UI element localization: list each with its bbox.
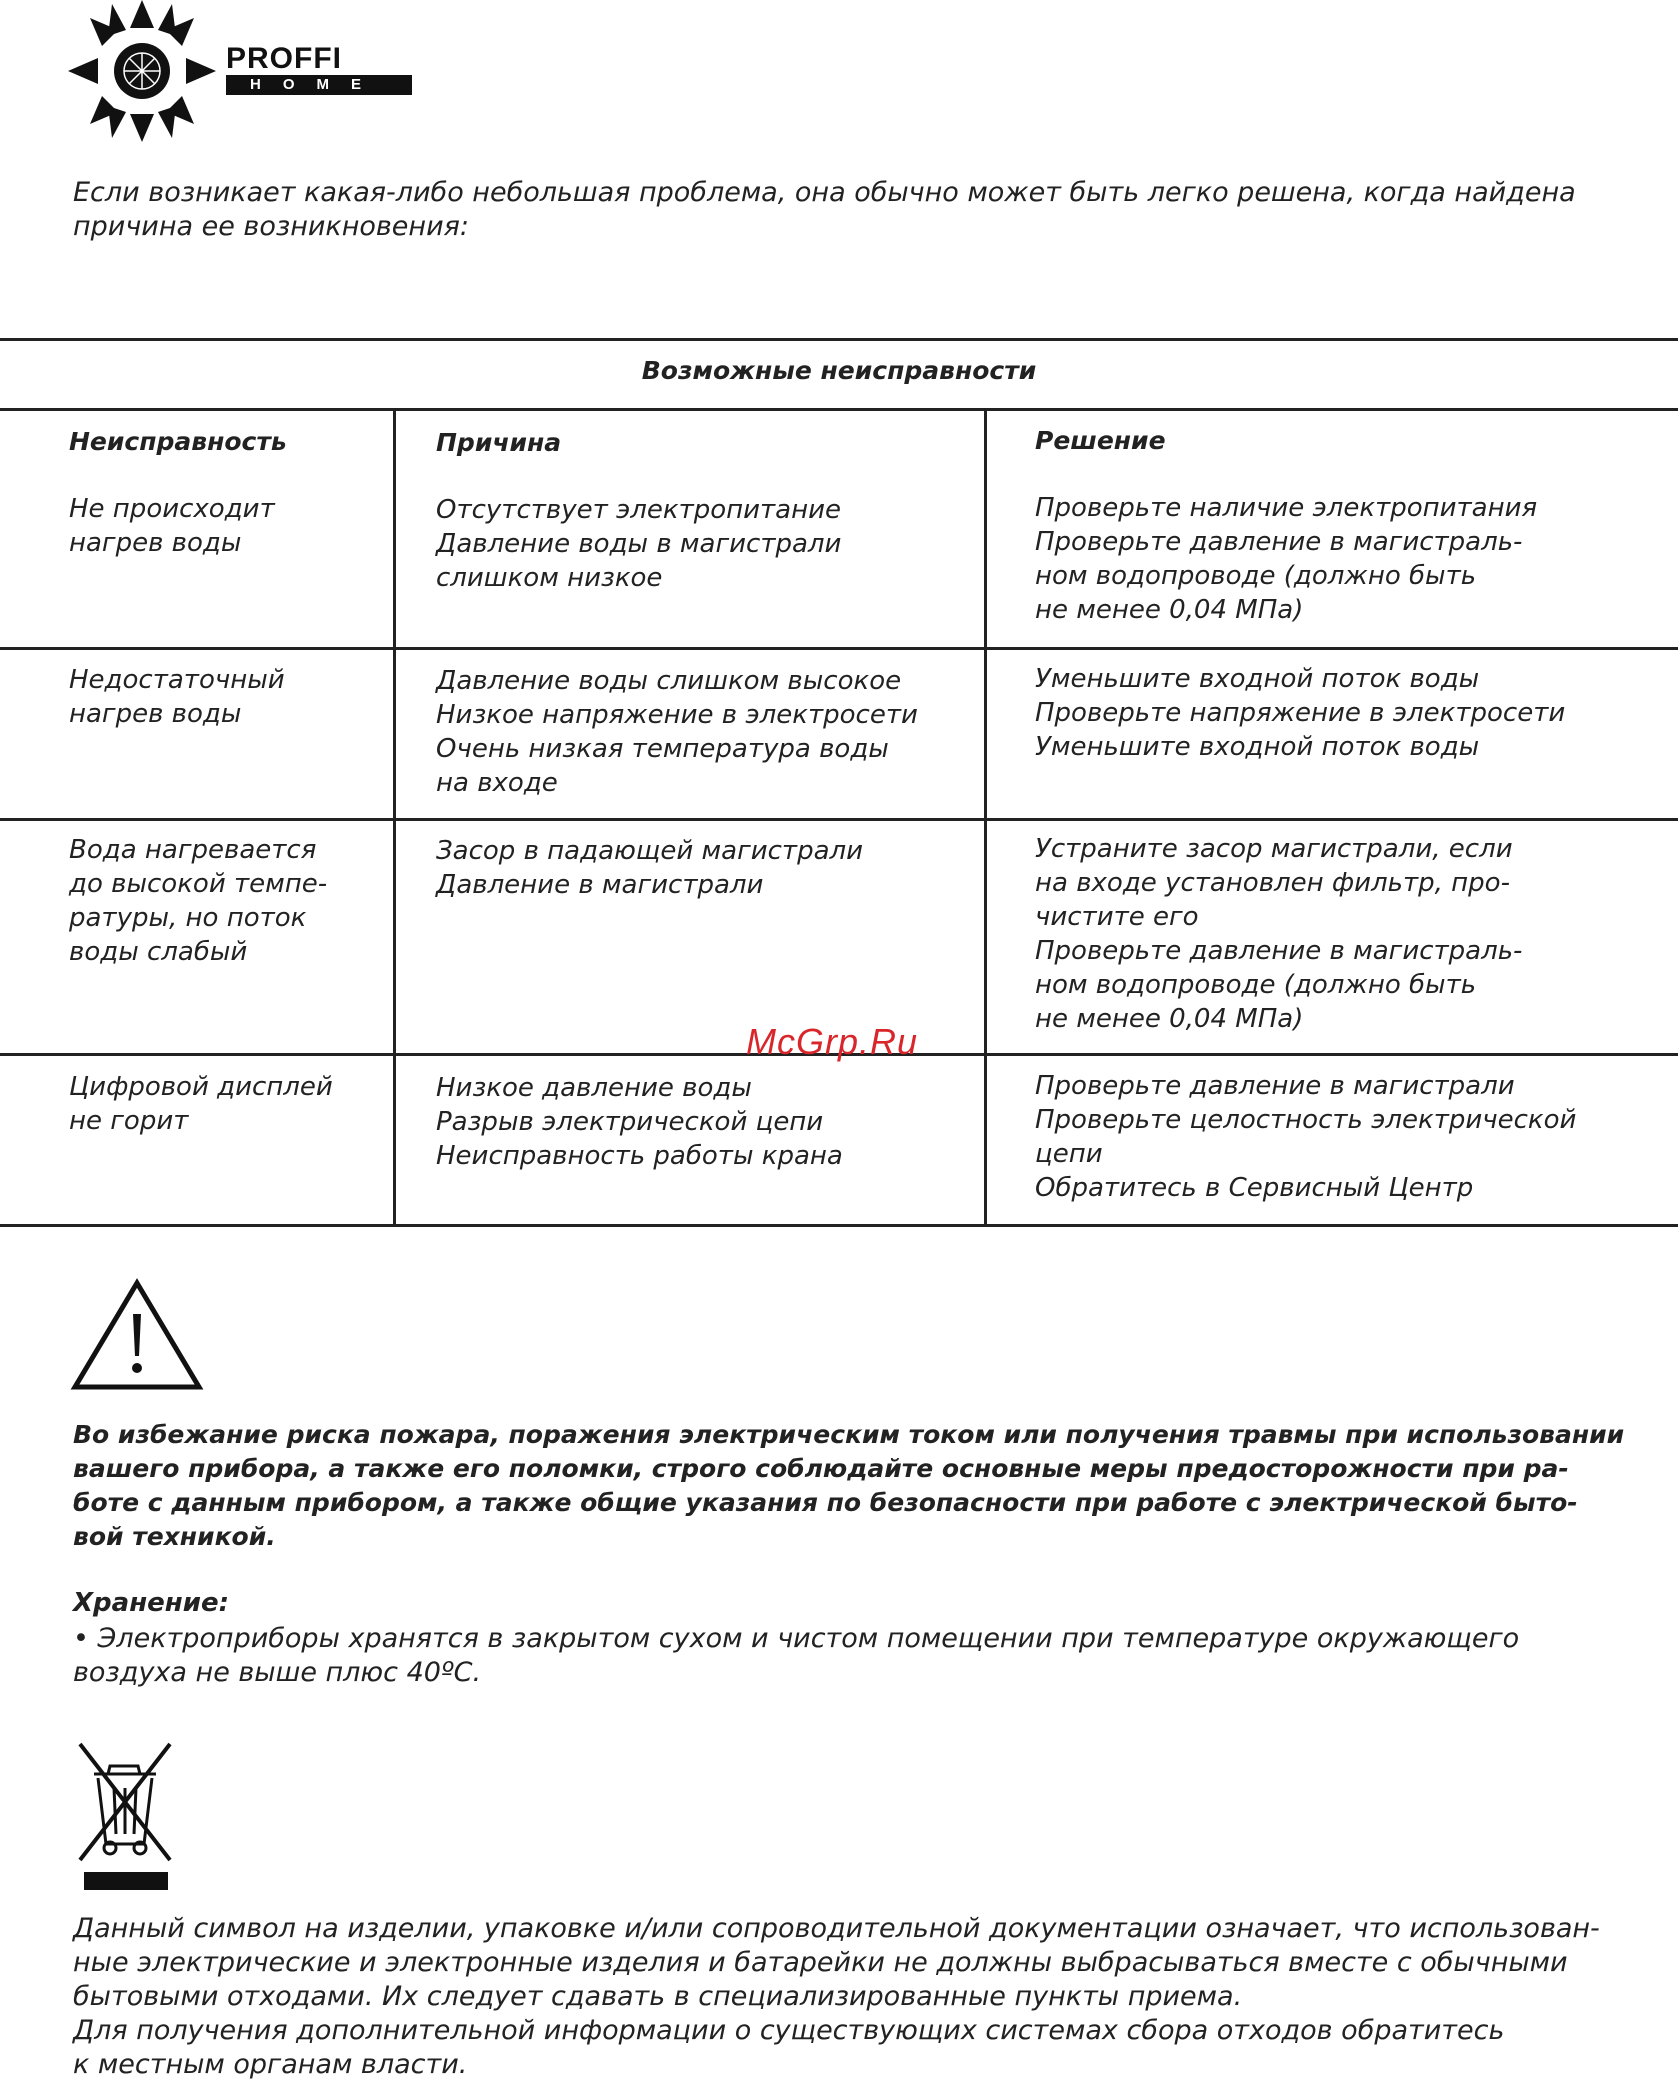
storage-text — [73, 1622, 1633, 1690]
snowflake-star-logo-icon — [68, 0, 216, 142]
cell-line: Уменьшите входной поток воды — [1035, 732, 1480, 762]
table-cell-solution — [1035, 662, 1565, 764]
table-rule — [0, 408, 1678, 411]
table-rule — [0, 1224, 1678, 1227]
cell-line: нагрев воды — [69, 699, 242, 729]
table-rule — [0, 647, 1678, 650]
table-cell-cause — [436, 834, 863, 902]
table-title: Возможные неисправности — [641, 356, 1037, 385]
cell-line: цепи — [1035, 1139, 1103, 1169]
warning-triangle-icon — [70, 1278, 204, 1392]
crossed-bin-icon — [72, 1740, 178, 1890]
cell-line: нагрев воды — [69, 528, 242, 558]
cell-line: Проверьте наличие электропитания — [1035, 493, 1538, 523]
cell-line: не менее 0,04 МПа) — [1035, 595, 1304, 625]
intro-line: причина ее возникновения: — [73, 211, 469, 242]
cell-line: Проверьте давление в магистрали — [1035, 1071, 1515, 1101]
cell-line: Цифровой дисплей — [69, 1072, 333, 1102]
cell-line: Устраните засор магистрали, если — [1035, 834, 1513, 864]
storage-line: воздуха не выше плюс 40ºС. — [73, 1657, 482, 1688]
cell-line: воды слабый — [69, 937, 248, 967]
intro-line: Если возникает какая-либо небольшая проблема, она обычно может быть легко решена, когда найдена — [73, 177, 1576, 208]
cell-line: Давление воды слишком высокое — [436, 666, 902, 696]
disposal-line: Данный символ на изделии, упаковке и/или сопроводительной документации означает, что использован- — [73, 1913, 1600, 1944]
table-cell-fault — [69, 663, 285, 731]
cell-line: не горит — [69, 1106, 189, 1136]
table-cell-solution — [1035, 832, 1522, 1036]
cell-line: на входе — [436, 768, 558, 798]
table-cell-solution — [1035, 1069, 1576, 1205]
cell-line: Неисправность работы крана — [436, 1141, 843, 1171]
warning-line: вашего прибора, а также его поломки, строго соблюдайте основные меры предосторожности при ра- — [73, 1454, 1569, 1483]
cell-line: Проверьте давление в магистраль- — [1035, 527, 1523, 557]
disposal-text — [73, 1912, 1653, 2082]
warning-line: боте с данным прибором, а также общие указания по безопасности при работе с электрической быто- — [73, 1488, 1578, 1517]
column-header-fault: Неисправность — [69, 427, 287, 456]
warning-line: вой техникой. — [73, 1522, 276, 1551]
cell-line: Уменьшите входной поток воды — [1035, 664, 1480, 694]
disposal-line: к местным органам власти. — [73, 2049, 468, 2080]
cell-line: Проверьте целостность электрической — [1035, 1105, 1577, 1135]
table-cell-fault — [69, 492, 275, 560]
cell-line: до высокой темпе- — [69, 869, 328, 899]
cell-line: Вода нагревается — [69, 835, 317, 865]
table-cell-fault — [69, 833, 327, 969]
safety-warning-text — [73, 1418, 1653, 1554]
cell-line: Давление воды в магистрали — [436, 529, 842, 559]
table-cell-solution — [1035, 491, 1537, 627]
cell-line: ратуры, но поток — [69, 903, 307, 933]
table-cell-cause — [436, 493, 841, 595]
cell-line: ном водопроводе (должно быть — [1035, 970, 1477, 1000]
cell-line: Не происходит — [69, 494, 275, 524]
intro-text — [73, 176, 1613, 244]
brand-name: PROFFI — [226, 42, 342, 75]
cell-line: Давление в магистрали — [436, 870, 764, 900]
cell-line: Очень низкая температура воды — [436, 734, 889, 764]
cell-line: Разрыв электрической цепи — [436, 1107, 824, 1137]
cell-line: Обратитесь в Сервисный Центр — [1035, 1173, 1474, 1203]
table-cell-fault — [69, 1070, 333, 1138]
cell-line: Отсутствует электропитание — [436, 495, 842, 525]
table-rule — [0, 338, 1678, 341]
warning-line: Во избежание риска пожара, поражения электрическим током или получения травмы при использовании — [73, 1420, 1625, 1449]
storage-heading: Хранение: — [73, 1588, 230, 1618]
cell-line: чистите его — [1035, 902, 1199, 932]
table-cell-cause — [436, 664, 918, 800]
cell-line: Засор в падающей магистрали — [436, 836, 864, 866]
table-column-divider — [393, 408, 396, 1227]
cell-line: ном водопроводе (должно быть — [1035, 561, 1477, 591]
column-header-cause: Причина — [436, 428, 562, 457]
cell-line: на входе установлен фильтр, про- — [1035, 868, 1510, 898]
cell-line: Низкое напряжение в электросети — [436, 700, 918, 730]
table-column-divider — [984, 408, 987, 1227]
storage-line: • Электроприборы хранятся в закрытом сухом и чистом помещении при температуре окружающего — [73, 1623, 1520, 1654]
cell-line: не менее 0,04 МПа) — [1035, 1004, 1304, 1034]
brand-subtitle: HOME — [226, 75, 412, 95]
disposal-line: ные электрические и электронные изделия и батарейки не должны выбрасываться вместе с обычными — [73, 1947, 1568, 1978]
cell-line: Недостаточный — [69, 665, 285, 695]
disposal-line: бытовыми отходами. Их следует сдавать в специализированные пункты приема. — [73, 1981, 1243, 2012]
cell-line: Низкое давление воды — [436, 1073, 752, 1103]
watermark: McGrp.Ru — [746, 1021, 919, 1062]
cell-line: Проверьте напряжение в электросети — [1035, 698, 1566, 728]
brand-logo-text — [226, 42, 412, 95]
disposal-line: Для получения дополнительной информации о существующих системах сбора отходов обратитесь — [73, 2015, 1505, 2046]
cell-line: Проверьте давление в магистраль- — [1035, 936, 1523, 966]
column-header-solution: Решение — [1035, 426, 1166, 455]
table-cell-cause — [436, 1071, 843, 1173]
cell-line: слишком низкое — [436, 563, 663, 593]
table-rule — [0, 818, 1678, 821]
